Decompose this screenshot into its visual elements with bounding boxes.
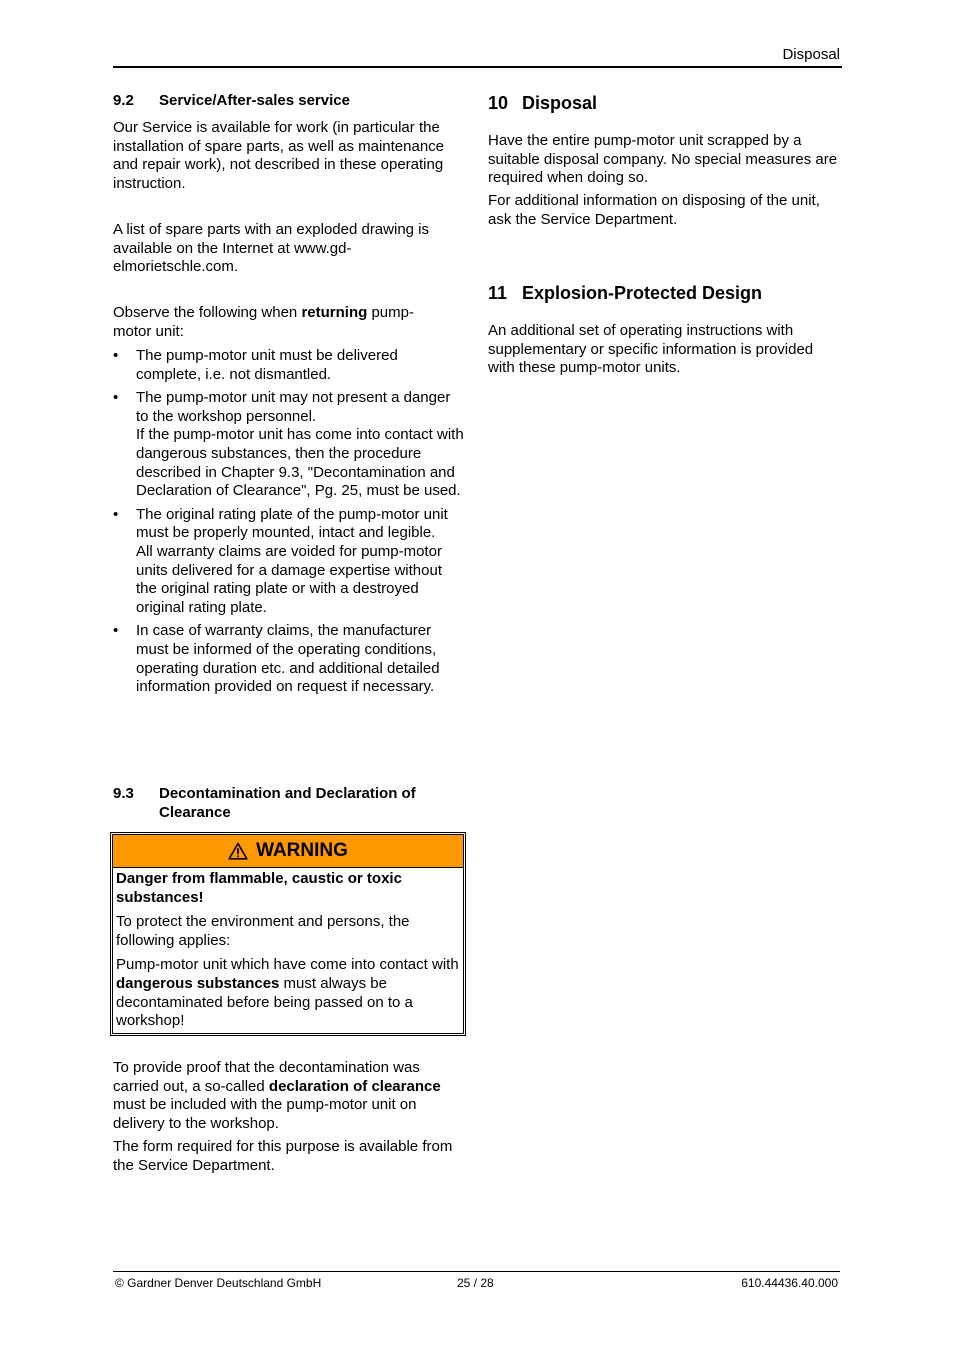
list-item <box>113 506 465 618</box>
heading-title <box>159 784 465 822</box>
warning-triangle-icon <box>228 842 248 860</box>
return-conditions-list <box>113 347 465 702</box>
returning-bold: returning <box>301 304 368 321</box>
form-paragraph: The form required for this purpose is available from the Service Department. <box>113 1138 453 1174</box>
service-paragraph: Our Service is available for work (in particular the installation of spare parts, as well as maintenance and repair work), not described in these operating instruction. <box>113 119 445 192</box>
heading-11 <box>488 282 842 304</box>
warning-body <box>113 868 463 1040</box>
footer-copyright: © Gardner Denver Deutschland GmbH <box>115 1276 322 1290</box>
bullet-icon: • <box>113 622 119 640</box>
warning-text-pre: Pump-motor unit which have come into contact with <box>116 956 459 974</box>
explosion-paragraph: An additional set of operating instructions with supplementary or specific information is provided with these pump-motor units. <box>488 322 814 377</box>
returning-paragraph <box>113 304 443 341</box>
warning-bold: dangerous substances <box>116 974 280 992</box>
list-item-extra: All warranty claims are voided for pump-motor units delivered for a damage expertise without the original rating plate or with a destroyed original rating plate. <box>136 542 443 616</box>
disposal-paragraph-1: Have the entire pump-motor unit scrapped by a suitable disposal company. No special measures are required when doing so. <box>488 132 838 187</box>
heading-9-3 <box>113 784 465 822</box>
page-header <box>113 44 842 68</box>
footer-doc-number: 610.44436.40.000 <box>741 1276 838 1290</box>
footer-page-number: 25 / 28 <box>457 1276 494 1290</box>
spare-parts-paragraph: A list of spare parts with an exploded drawing is available on the Internet at www.gd-elmorietschle.com. <box>113 221 430 276</box>
returning-text-pre: Observe the following when <box>113 304 302 321</box>
header-section-title: Disposal <box>782 46 840 63</box>
warning-paragraph-1: To protect the environment and persons, the following applies: <box>116 913 410 949</box>
heading-title-line1: Decontamination and Declaration of <box>159 785 416 802</box>
heading-number: 9.2 <box>113 92 134 109</box>
list-item <box>113 347 465 384</box>
heading-title: Service/After-sales service <box>159 92 350 109</box>
bullet-icon: • <box>113 505 119 523</box>
warning-title: WARNING <box>256 840 348 861</box>
heading-title: Disposal <box>522 93 598 113</box>
returning-text-post: pump-motor unit: <box>113 304 414 340</box>
heading-title-line2: Clearance <box>159 804 231 821</box>
heading-9-2 <box>113 91 463 110</box>
heading-number: 10 <box>488 93 509 113</box>
warning-danger-line: Danger from flammable, caustic or toxic substances! <box>116 870 402 906</box>
list-item <box>113 389 465 501</box>
heading-10 <box>488 92 842 114</box>
list-item <box>113 622 465 696</box>
list-item-extra: If the pump-motor unit has come into contact with dangerous substances, then the procedure described in Chapter 9.3, "Decontamination and Declaration of Clearance", Pg. 25, must be used. <box>136 426 464 500</box>
declaration-text-pre: To provide proof that the decontamination was carried out, a so-called <box>113 1059 420 1095</box>
heading-title: Explosion-Protected Design <box>522 283 763 303</box>
heading-number: 11 <box>488 283 508 303</box>
warning-box <box>110 832 466 1036</box>
warning-paragraph-2 <box>116 956 460 1030</box>
declaration-bold: declaration of clearance <box>268 1077 441 1095</box>
heading-number: 9.3 <box>113 785 134 802</box>
list-item-text: The pump-motor unit must be delivered complete, i.e. not dismantled. <box>136 347 398 383</box>
list-item-text: The original rating plate of the pump-motor unit must be properly mounted, intact and legible. <box>136 505 448 542</box>
page-footer <box>113 1271 840 1292</box>
list-item-text: The pump-motor unit may not present a danger to the workshop personnel. <box>136 389 451 425</box>
bullet-icon: • <box>113 389 119 407</box>
warning-header <box>113 835 463 868</box>
disposal-paragraph-2: For additional information on disposing of the unit, ask the Service Department. <box>488 192 820 228</box>
declaration-paragraph <box>113 1059 468 1133</box>
warning-text-post: must always be decontaminated before being passed on to a workshop! <box>116 974 413 1030</box>
declaration-text-post: must be included with the pump-motor unit on delivery to the workshop. <box>113 1096 417 1132</box>
bullet-icon: • <box>113 347 119 364</box>
list-item-text: In case of warranty claims, the manufacturer must be informed of the operating conditions, operating duration etc. and additional detailed information provided on request if necessary. <box>136 622 440 696</box>
